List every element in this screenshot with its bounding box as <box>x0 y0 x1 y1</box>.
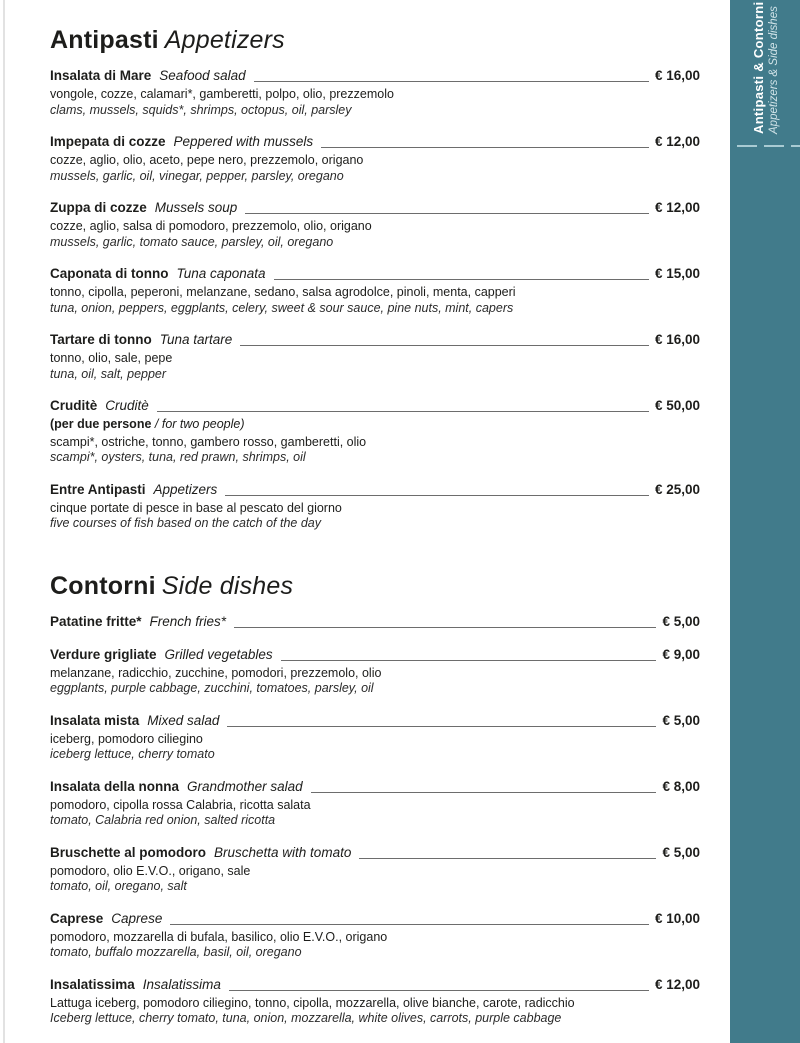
item-ingredients-italian: pomodoro, olio E.V.O., origano, sale <box>50 863 251 878</box>
item-name-english: Mussels soup <box>154 200 238 215</box>
item-name-english: Mixed salad <box>147 712 220 728</box>
item-name-italian: Entre Antipasti <box>50 481 146 497</box>
item-name-italian: Bruschette al pomodoro <box>50 844 207 860</box>
item-ingredients-italian: iceberg, pomodoro ciliegino <box>50 731 203 746</box>
item-name-english: Peppered with mussels <box>173 134 314 149</box>
menu-item <box>50 614 700 631</box>
item-ingredients-english: scampi*, oysters, tuna, red prawn, shrimps, oil <box>50 450 306 464</box>
item-ingredients-italian: pomodoro, mozzarella di bufala, basilico, olio E.V.O., origano <box>50 929 388 944</box>
menu-item-head <box>50 779 700 796</box>
page-scan-edge-line <box>3 0 5 1043</box>
menu-item <box>50 200 700 250</box>
price-leader-line <box>254 68 649 82</box>
item-name-english: Tuna tartare <box>159 332 233 347</box>
item-name-english: Caprese <box>111 910 163 926</box>
item-name-italian: Zuppa di cozze <box>50 200 147 215</box>
item-name-italian: Verdure grigliate <box>50 646 157 662</box>
item-name-english: Insalatissima <box>142 976 221 992</box>
item-price: € 50,00 <box>654 398 700 413</box>
item-ingredients-italian: pomodoro, cipolla rossa Calabria, ricotta salata <box>50 797 311 812</box>
menu-item <box>50 779 700 829</box>
item-ingredients-italian: tonno, olio, sale, pepe <box>50 351 173 365</box>
item-ingredients-italian: cozze, aglio, olio, aceto, pepe nero, prezzemolo, origano <box>50 153 364 167</box>
menu-item-head <box>50 911 700 928</box>
sidebar-dashes <box>737 145 800 147</box>
price-leader-line <box>240 332 649 346</box>
menu-item-head <box>50 332 700 349</box>
price-leader-line <box>321 134 649 148</box>
item-price: € 16,00 <box>654 68 700 83</box>
menu-item-head <box>50 134 700 151</box>
menu-sections <box>50 26 700 1027</box>
item-ingredients-english: clams, mussels, squids*, shrimps, octopus, oil, parsley <box>50 102 352 117</box>
item-name-english: Grandmother salad <box>187 778 303 794</box>
item-name-english: Bruschetta with tomato <box>214 844 352 860</box>
item-ingredients-english: tomato, buffalo mozzarella, basil, oil, oregano <box>50 945 302 959</box>
menu-content <box>50 26 700 1043</box>
menu-item-head <box>50 266 700 283</box>
menu-item-head <box>50 398 700 415</box>
item-ingredients-italian: tonno, cipolla, peperoni, melanzane, sedano, salsa agrodolce, pinoli, menta, capperi <box>50 285 516 299</box>
item-name-english: Seafood salad <box>159 68 246 83</box>
item-ingredients-italian: melanzane, radicchio, zucchine, pomodori, prezzemolo, olio <box>50 665 382 680</box>
item-note-english: / for two people) <box>151 417 245 431</box>
price-leader-line <box>229 977 649 991</box>
menu-section <box>50 572 700 1027</box>
item-price: € 8,00 <box>662 778 700 794</box>
item-ingredients-italian: Lattuga iceberg, pomodoro ciliegino, tonno, cipolla, mozzarella, olive bianche, carote, radicchio <box>50 995 575 1010</box>
item-ingredients-italian: scampi*, ostriche, tonno, gambero rosso, gamberetti, olio <box>50 434 367 449</box>
item-ingredients-italian: cozze, aglio, salsa di pomodoro, prezzemolo, olio, origano <box>50 219 372 233</box>
section-title <box>50 572 700 600</box>
menu-item <box>50 398 700 466</box>
item-name-italian: Impepata di cozze <box>50 134 166 149</box>
item-ingredients-english: five courses of fish based on the catch of the day <box>50 516 321 530</box>
item-price: € 5,00 <box>662 613 700 629</box>
item-price: € 15,00 <box>654 266 700 281</box>
menu-item <box>50 482 700 532</box>
item-note-italian: (per due persone <box>50 417 152 431</box>
item-ingredients-english: tomato, Calabria red onion, salted ricotta <box>50 813 276 827</box>
price-leader-line <box>157 398 649 412</box>
item-ingredients-english: iceberg lettuce, cherry tomato <box>50 747 215 761</box>
item-name-italian: Caprese <box>50 910 104 926</box>
item-price: € 12,00 <box>654 134 700 149</box>
menu-item-head <box>50 845 700 862</box>
item-name-english: Appetizers <box>153 481 218 497</box>
menu-item-head <box>50 713 700 730</box>
menu-item <box>50 911 700 961</box>
price-leader-line <box>274 266 649 280</box>
item-ingredients-english: tomato, oil, oregano, salt <box>50 879 187 893</box>
price-leader-line <box>359 845 656 859</box>
item-price: € 9,00 <box>662 646 700 662</box>
price-leader-line <box>225 482 649 496</box>
menu-item-head <box>50 482 700 499</box>
item-price: € 5,00 <box>662 712 700 728</box>
item-price: € 25,00 <box>654 481 700 497</box>
section-title-italian: Contorni <box>50 571 156 600</box>
item-ingredients-english: tuna, oil, salt, pepper <box>50 366 167 381</box>
item-price: € 10,00 <box>654 910 700 926</box>
item-ingredients-english: eggplants, purple cabbage, zucchini, tomatoes, parsley, oil <box>50 681 374 695</box>
item-name-italian: Tartare di tonno <box>50 332 152 347</box>
section-title-english: Appetizers <box>164 26 285 54</box>
item-price: € 12,00 <box>654 976 700 992</box>
item-ingredients-italian: cinque portate di pesce in base al pescato del giorno <box>50 500 342 515</box>
price-leader-line <box>234 614 656 628</box>
sidebar-rotated-label <box>752 2 781 134</box>
item-ingredients-english: mussels, garlic, tomato sauce, parsley, oil, oregano <box>50 234 334 249</box>
item-name-italian: Cruditè <box>50 398 98 413</box>
item-name-italian: Insalata della nonna <box>50 778 180 794</box>
sidebar-tab <box>730 0 800 1043</box>
sidebar-title: Antipasti & Contorni <box>751 1 766 134</box>
item-ingredients-english: Iceberg lettuce, cherry tomato, tuna, onion, mozzarella, white olives, carrots, purple cabbage <box>50 1011 562 1025</box>
item-ingredients-italian: vongole, cozze, calamari*, gamberetti, polpo, olio, prezzemolo <box>50 87 394 101</box>
menu-item-head <box>50 977 700 994</box>
item-name-italian: Patatine fritte* <box>50 613 142 629</box>
price-leader-line <box>245 200 649 214</box>
price-leader-line <box>311 779 657 793</box>
menu-item <box>50 977 700 1027</box>
menu-item <box>50 845 700 895</box>
section-title-italian: Antipasti <box>50 26 159 54</box>
price-leader-line <box>281 647 657 661</box>
item-price: € 16,00 <box>654 332 700 347</box>
item-name-italian: Caponata di tonno <box>50 266 169 281</box>
section-title <box>50 26 700 54</box>
item-name-italian: Insalata mista <box>50 712 140 728</box>
menu-item-head <box>50 68 700 85</box>
item-name-italian: Insalata di Mare <box>50 68 152 83</box>
item-name-english: Tuna caponata <box>176 266 266 281</box>
item-name-english: Cruditè <box>105 398 149 413</box>
price-leader-line <box>227 713 656 727</box>
menu-item <box>50 332 700 382</box>
item-price: € 5,00 <box>662 844 700 860</box>
item-name-english: Grilled vegetables <box>164 646 273 662</box>
menu-item-head <box>50 200 700 217</box>
menu-item-head <box>50 647 700 664</box>
menu-item <box>50 266 700 316</box>
menu-section <box>50 26 700 532</box>
menu-item-head <box>50 614 700 631</box>
item-note <box>50 417 700 433</box>
price-leader-line <box>170 911 649 925</box>
item-ingredients-english: mussels, garlic, oil, vinegar, pepper, parsley, oregano <box>50 168 344 183</box>
section-title-english: Side dishes <box>161 571 294 600</box>
menu-item <box>50 134 700 184</box>
item-name-english: French fries* <box>149 613 227 629</box>
menu-item <box>50 68 700 118</box>
item-price: € 12,00 <box>654 200 700 215</box>
sidebar-subtitle: Appetizers & Side dishes <box>768 6 781 134</box>
menu-item <box>50 713 700 763</box>
item-ingredients-english: tuna, onion, peppers, eggplants, celery, sweet & sour sauce, pine nuts, mint, capers <box>50 300 514 315</box>
menu-item <box>50 647 700 697</box>
item-name-italian: Insalatissima <box>50 976 135 992</box>
